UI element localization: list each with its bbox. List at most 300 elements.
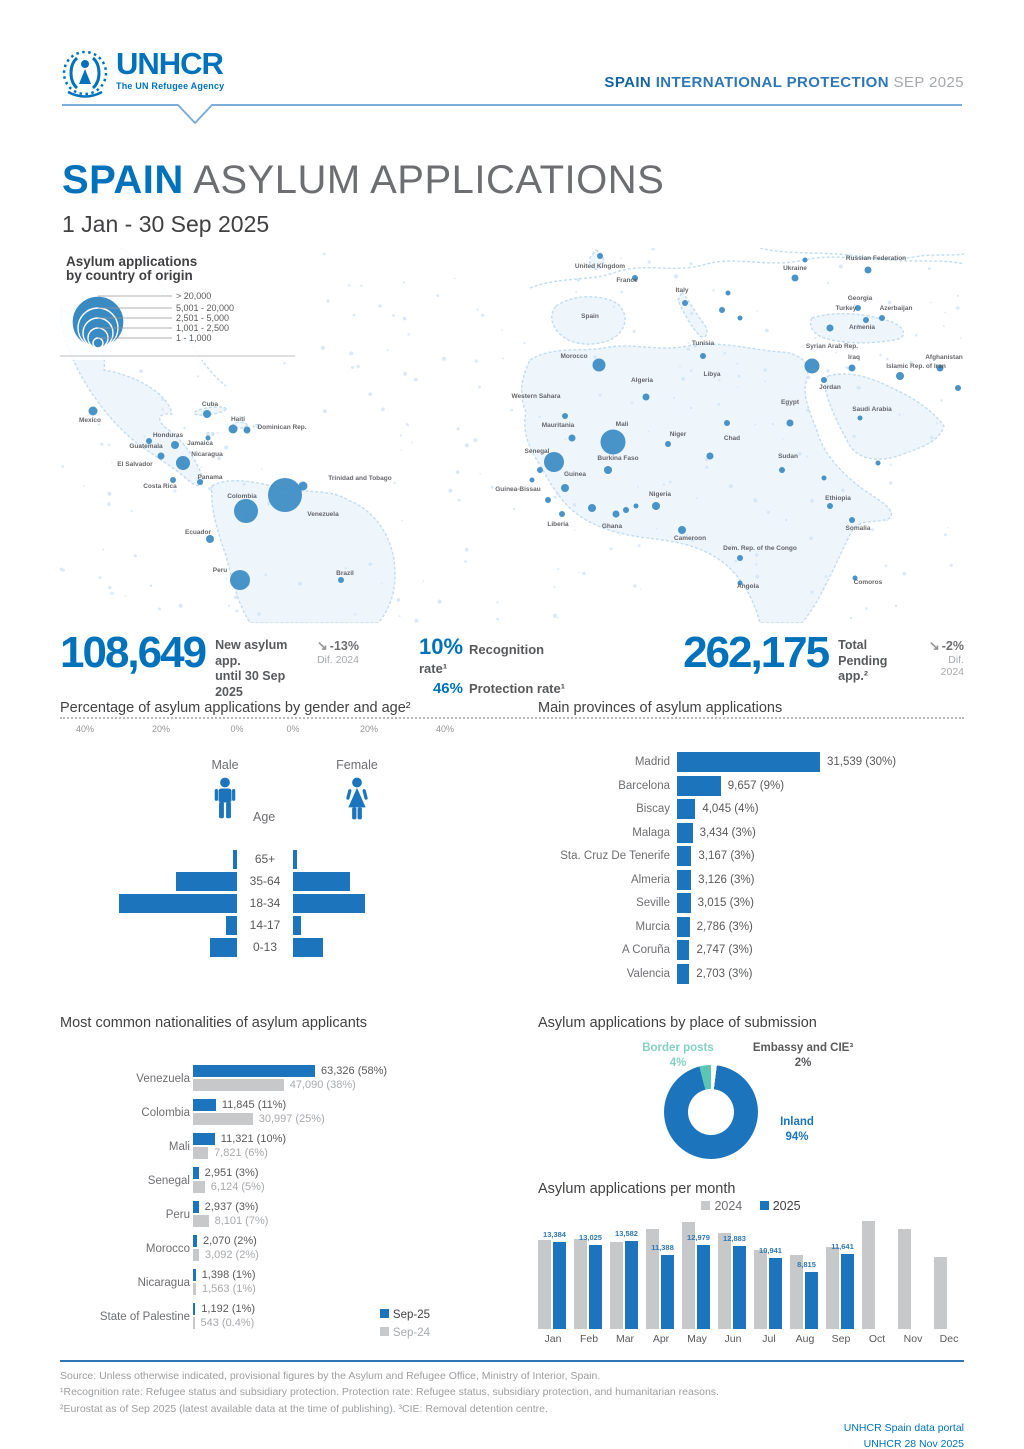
map-dot	[947, 527, 949, 529]
bubble-sierra-leone	[545, 497, 551, 503]
stat-pending-label-1: Total	[838, 638, 868, 652]
province-value: 2,747 (3%)	[696, 944, 753, 956]
map-dot	[718, 403, 721, 406]
province-bar	[677, 799, 695, 819]
map-dot	[224, 445, 228, 449]
map-dot	[476, 309, 478, 311]
map-dot	[845, 366, 848, 369]
province-value: 2,703 (3%)	[696, 967, 753, 980]
legend-blue-swatch-icon	[380, 1309, 389, 1318]
province-label: Seville	[636, 897, 670, 909]
trend-down-arrow-icon: ↘	[316, 638, 328, 653]
map-dot	[464, 560, 467, 563]
map-dot	[381, 408, 385, 412]
female-bar	[293, 872, 350, 891]
nationality-label: Venezuela	[136, 1073, 190, 1085]
map-dot	[754, 424, 756, 426]
map-dot	[755, 563, 757, 565]
nationality-value: 8,101 (7%)	[214, 1215, 269, 1227]
protection-rate-value: 46%	[432, 680, 463, 697]
map-dot	[886, 358, 889, 361]
map-dot	[688, 342, 690, 344]
legend-blue-swatch-icon	[760, 1201, 769, 1210]
map-country-label: Nicaragua	[191, 451, 223, 458]
map-dot	[857, 386, 861, 390]
nationality-value: 3,092 (2%)	[204, 1249, 259, 1261]
map-dot	[850, 617, 852, 619]
map-dot	[633, 584, 636, 587]
bubble-egypt	[787, 420, 794, 427]
map-dot	[915, 334, 918, 337]
bubble-libya	[724, 420, 730, 426]
age-group-label: 14-17	[249, 918, 281, 932]
nationality-bar-sep-24	[193, 1147, 208, 1159]
stat-pending-change	[926, 638, 964, 685]
month-column	[862, 1217, 892, 1345]
map-dot	[406, 423, 409, 426]
map-dot	[633, 330, 636, 333]
header	[60, 48, 964, 102]
month-column	[610, 1217, 640, 1345]
nationality-label: Senegal	[147, 1175, 190, 1187]
data-portal-link[interactable]: UNHCR Spain data portal	[843, 1421, 964, 1434]
nationality-bar-sep-24	[193, 1113, 253, 1125]
stat-pending-change-note: Dif. 2024	[940, 654, 964, 678]
bubble-chad	[707, 453, 714, 460]
monthly-legend	[538, 1199, 964, 1213]
embassy-label	[738, 1041, 868, 1071]
legend-sep-25	[380, 1309, 430, 1321]
nationality-bar-sep-25	[193, 1133, 215, 1145]
axis-tick: 20%	[359, 724, 379, 734]
axis-tick: 40%	[435, 724, 455, 734]
map-dot	[478, 385, 481, 388]
map-country-label: Burkina Faso	[597, 455, 639, 462]
page-title	[62, 158, 664, 203]
pyramid-row	[85, 938, 445, 957]
map-country-label: Ethiopia	[825, 495, 851, 502]
bar-2025	[841, 1254, 854, 1329]
bubble-united-kingdom	[597, 253, 603, 259]
nationalities-chart	[60, 1065, 500, 1337]
submission-section	[538, 1015, 968, 1175]
map-dot	[835, 352, 837, 354]
map-country-label: Senegal	[524, 448, 550, 455]
bar-2025	[589, 1245, 602, 1329]
publish-date-link[interactable]: UNHCR 28 Nov 2025	[863, 1437, 964, 1449]
map-country-label: United Kingdom	[574, 263, 626, 270]
bubble-pakistan	[955, 385, 961, 391]
map-dot	[321, 346, 325, 350]
bar-2025-value: 13,384	[543, 1230, 566, 1240]
map-dot	[111, 462, 112, 463]
province-bar	[677, 752, 820, 772]
map-dot	[502, 357, 504, 359]
bar-2025	[625, 1241, 638, 1329]
map-dot	[943, 325, 945, 327]
map-dot	[110, 592, 113, 595]
map-dot	[510, 409, 513, 412]
axis-tick: 0%	[230, 724, 244, 734]
map-dot	[228, 605, 230, 607]
map-dot	[261, 468, 263, 470]
map-dot	[108, 444, 111, 447]
bubble-honduras	[171, 441, 179, 449]
map-country-label: Turkey	[835, 305, 857, 312]
map-dot	[179, 604, 183, 608]
map-dot	[931, 256, 933, 258]
bubble-turkey	[827, 325, 834, 332]
bar-2025-value: 8,815	[797, 1259, 816, 1269]
nationality-group	[60, 1303, 500, 1331]
month-label: Jul	[762, 1333, 776, 1345]
bubble-brazil	[338, 577, 344, 583]
legend-2025-label: 2025	[772, 1199, 801, 1213]
map-dot	[257, 612, 261, 616]
bar-2024	[574, 1239, 587, 1329]
brand-name: UNHCR	[116, 46, 223, 81]
map-dot	[356, 365, 360, 369]
map-dot	[564, 438, 566, 440]
map-country-label: Libya	[703, 371, 721, 378]
map-dot	[950, 564, 953, 567]
province-value: 3,434 (3%)	[699, 826, 756, 839]
bubble-cote-divoire	[588, 504, 596, 512]
bar-2025	[733, 1246, 746, 1329]
document-title	[604, 74, 964, 91]
month-label: Jun	[724, 1333, 742, 1345]
map-dot	[107, 492, 111, 496]
bubble-dominican-rep	[244, 427, 251, 434]
map-dot	[930, 436, 933, 439]
stat-new-apps-label-2: until 30 Sep 2025	[215, 669, 286, 699]
province-value: 31,539 (30%)	[827, 756, 897, 768]
map-dot	[397, 598, 401, 602]
map-dot	[368, 562, 372, 566]
map-dot	[100, 443, 103, 446]
nationality-value: 2,951 (3%)	[204, 1167, 259, 1179]
map-country-label: Russian Federation	[845, 255, 907, 262]
map-country-label: Algeria	[630, 377, 654, 384]
map-dot	[841, 488, 845, 492]
legend-range-label: 1,001 - 2,500	[176, 323, 230, 333]
province-label: Almeria	[631, 873, 670, 886]
map-dot	[737, 375, 740, 378]
map-country-label: Brazil	[336, 570, 354, 577]
bar-2025-value: 13,582	[615, 1229, 638, 1239]
map-dot	[349, 351, 353, 355]
map-country-label: Niger	[669, 431, 687, 438]
map-dot	[575, 291, 577, 293]
map-country-label: Somalia	[845, 525, 871, 532]
province-value: 9,657 (9%)	[727, 779, 785, 792]
stat-new-apps-change-pct: -13%	[329, 639, 359, 653]
footer-links	[60, 1421, 964, 1449]
gender-age-title: Percentage of asylum applications by gender and age²	[60, 700, 411, 716]
province-label: Barcelona	[618, 779, 670, 792]
stat-pending-change-pct: -2%	[941, 639, 964, 653]
bubble-iran	[896, 372, 904, 380]
map-country-label: Panama	[197, 474, 223, 481]
bar-2025	[769, 1258, 782, 1329]
map-dot	[574, 530, 575, 531]
bubble-haiti	[229, 425, 238, 434]
nationality-bar-sep-25	[193, 1303, 195, 1315]
map-country-label: France	[616, 277, 638, 284]
nationality-value: 1,398 (1%)	[201, 1269, 256, 1281]
bubble-armenia	[863, 317, 869, 323]
nationalities-legend	[380, 1303, 430, 1339]
map-country-label: Armenia	[848, 324, 876, 331]
map-dot	[201, 467, 202, 468]
bubble-togo	[623, 507, 629, 513]
map-dot	[368, 392, 372, 396]
legend-range-label: 5,001 - 20,000	[176, 303, 235, 313]
origin-map	[60, 248, 964, 623]
map-dot	[656, 528, 657, 529]
stat-new-apps-value: 108,649	[60, 628, 206, 677]
map-dot	[940, 399, 942, 401]
map-dot	[354, 613, 356, 615]
map-country-label: Ecuador	[184, 529, 212, 536]
bubble-belarus	[803, 258, 808, 263]
monthly-chart	[538, 1217, 964, 1345]
map-dot	[323, 409, 327, 413]
map-dot	[753, 498, 757, 502]
bubble-eritrea	[822, 476, 827, 481]
nationality-value: 1,563 (1%)	[202, 1283, 256, 1295]
map-country-label: Islamic Rep. of Iran	[886, 363, 946, 370]
map-dot	[690, 407, 692, 409]
map-country-label: Sudan	[778, 453, 798, 460]
pyramid-row	[85, 894, 445, 913]
submission-title: Asylum applications by place of submission	[538, 1015, 817, 1031]
month-label: May	[687, 1333, 707, 1345]
month-label: Aug	[795, 1333, 815, 1345]
map-dot	[161, 398, 164, 401]
map-dot	[161, 408, 164, 411]
stat-pending-label	[838, 638, 912, 685]
bar-2024	[718, 1233, 731, 1329]
province-row	[538, 870, 964, 890]
map-country-label: Jordan	[819, 384, 841, 391]
map-country-label: Dominican Rep.	[257, 424, 307, 431]
pyramid-row	[85, 872, 445, 891]
map-dot	[826, 369, 829, 372]
embassy-text: Embassy and CIE³	[752, 1042, 854, 1054]
map-dot	[807, 375, 811, 379]
female-bar	[293, 894, 365, 913]
map-dot	[423, 580, 425, 582]
bubble-somalia	[849, 517, 855, 523]
world-map	[60, 248, 964, 623]
map-dot	[523, 342, 525, 344]
map-dot	[465, 443, 469, 447]
bubble-gambia	[537, 467, 543, 473]
nationalities-title: Most common nationalities of asylum applicants	[60, 1015, 368, 1031]
map-dot	[234, 595, 238, 599]
map-dot	[411, 442, 413, 444]
map-country-label: Saudi Arabia	[852, 406, 892, 413]
province-bar	[677, 823, 693, 843]
map-dot	[323, 253, 326, 256]
bubble-ukraine	[792, 275, 799, 282]
nationality-group	[60, 1235, 500, 1263]
bubble-yemen	[876, 461, 881, 466]
map-dot	[329, 491, 330, 492]
map-dot	[890, 464, 892, 466]
bar-2025	[805, 1272, 818, 1329]
map-dot	[553, 586, 555, 588]
map-country-label: Afghanistan	[925, 354, 963, 361]
bubble-guinea-bissau	[530, 478, 535, 483]
legend-sep-24	[380, 1327, 430, 1339]
province-row	[538, 823, 964, 843]
map-dot	[865, 607, 868, 610]
map-country-label: Morocco	[560, 353, 588, 360]
bubble-italy	[682, 300, 688, 306]
month-label: Mar	[615, 1333, 635, 1345]
map-dot	[674, 274, 678, 278]
bubble-azerbaijan	[879, 315, 885, 321]
province-value: 3,167 (3%)	[698, 850, 755, 862]
map-country-label: Guatemala	[129, 443, 163, 450]
legend-sep-24-label: Sep-24	[392, 1327, 430, 1339]
map-dot	[764, 380, 766, 382]
map-country-label: Guinea-Bissau	[495, 486, 541, 493]
recognition-rate-value: 10%	[418, 634, 464, 659]
province-bar	[677, 776, 721, 796]
nationality-value: 2,070 (2%)	[202, 1235, 257, 1247]
page-title-strong: SPAIN	[62, 158, 184, 202]
inland-text: Inland	[780, 1116, 814, 1128]
map-country-label: Trinidad and Tobago	[328, 475, 392, 482]
male-icon	[212, 777, 238, 827]
nationality-label: Mali	[168, 1141, 190, 1153]
bubble-venezuela	[268, 478, 302, 512]
stat-new-apps-label	[215, 638, 303, 701]
pyramid-row	[85, 850, 445, 869]
map-dot	[903, 572, 907, 576]
map-dot	[767, 511, 770, 514]
map-dot	[772, 423, 774, 425]
map-dot	[944, 312, 946, 314]
bar-2025	[697, 1245, 710, 1329]
bar-2025	[661, 1255, 674, 1329]
map-dot	[681, 377, 685, 381]
nationality-bar-sep-24	[193, 1283, 196, 1295]
map-country-label: Cuba	[201, 401, 219, 408]
month-label: Apr	[652, 1333, 670, 1345]
female-icon-block	[317, 758, 397, 827]
map-dot	[353, 314, 356, 317]
map-dot	[631, 402, 633, 404]
map-dot	[637, 486, 639, 488]
nationality-group	[60, 1269, 500, 1297]
provinces-section	[538, 700, 964, 1010]
bar-2024	[610, 1242, 623, 1329]
female-bar	[293, 938, 323, 957]
map-dot	[888, 301, 892, 305]
month-column	[826, 1217, 856, 1345]
nationality-value: 30,997 (25%)	[258, 1113, 325, 1125]
map-dot	[755, 553, 759, 557]
map-dot	[458, 499, 461, 502]
bar-2025	[553, 1242, 566, 1329]
map-country-label: Ghana	[601, 523, 623, 530]
month-label: Dec	[939, 1333, 959, 1345]
map-dot	[879, 354, 882, 357]
stat-rates	[419, 634, 569, 698]
bubble-cameroon	[678, 526, 686, 534]
map-dot	[553, 614, 557, 618]
month-column	[646, 1217, 676, 1345]
map-dot	[399, 615, 401, 617]
recognition-rate-label: Recognition rate¹	[418, 642, 545, 676]
map-dot	[582, 572, 586, 576]
female-icon	[344, 777, 370, 827]
map-dot	[134, 554, 137, 557]
map-dot	[957, 295, 959, 297]
map-dot	[885, 564, 888, 567]
legend-range-label: > 20,000	[176, 291, 212, 301]
map-country-label: Nigeria	[648, 491, 672, 498]
map-dot	[554, 496, 557, 499]
map-dot	[378, 304, 381, 307]
map-dot	[806, 409, 809, 412]
bubble-liberia	[559, 511, 565, 517]
map-dot	[620, 291, 623, 294]
map-country-label: Mali	[615, 421, 629, 428]
map-dot	[393, 482, 395, 484]
province-label: Madrid	[634, 756, 670, 768]
map-dot	[208, 487, 212, 491]
map-dot	[102, 548, 104, 550]
bar-2025-value: 12,979	[687, 1233, 710, 1243]
map-dot	[403, 281, 405, 283]
map-dot	[557, 568, 559, 570]
month-column	[574, 1217, 604, 1345]
bubble-ghana	[613, 511, 620, 518]
bar-2025-value: 12,883	[723, 1233, 746, 1243]
map-country-label: Colombia	[227, 493, 257, 500]
pyramid-row	[85, 916, 445, 935]
map-dot	[456, 470, 460, 474]
female-bar	[293, 916, 301, 935]
map-country-label: Comoros	[853, 579, 883, 586]
map-dot	[475, 359, 478, 362]
map-country-label: Syrian Arab Rep.	[805, 343, 859, 350]
age-axis-label: Age	[253, 810, 276, 824]
month-label: Nov	[903, 1333, 923, 1345]
map-dot	[839, 264, 843, 268]
province-bar	[677, 940, 689, 960]
map-dot	[83, 485, 85, 487]
map-dot	[696, 497, 698, 499]
province-bar	[677, 846, 691, 866]
map-dot	[326, 299, 329, 302]
map-country-label: Chad	[723, 435, 741, 442]
map-dot	[392, 314, 395, 317]
map-legend	[60, 248, 300, 360]
map-dot	[669, 481, 672, 484]
stat-new-apps	[60, 628, 359, 701]
nationality-value: 11,321 (10%)	[220, 1133, 287, 1145]
province-label: Murcia	[635, 920, 670, 933]
map-dot	[403, 317, 407, 321]
bubble-albania	[719, 307, 725, 313]
map-dot	[853, 435, 856, 438]
